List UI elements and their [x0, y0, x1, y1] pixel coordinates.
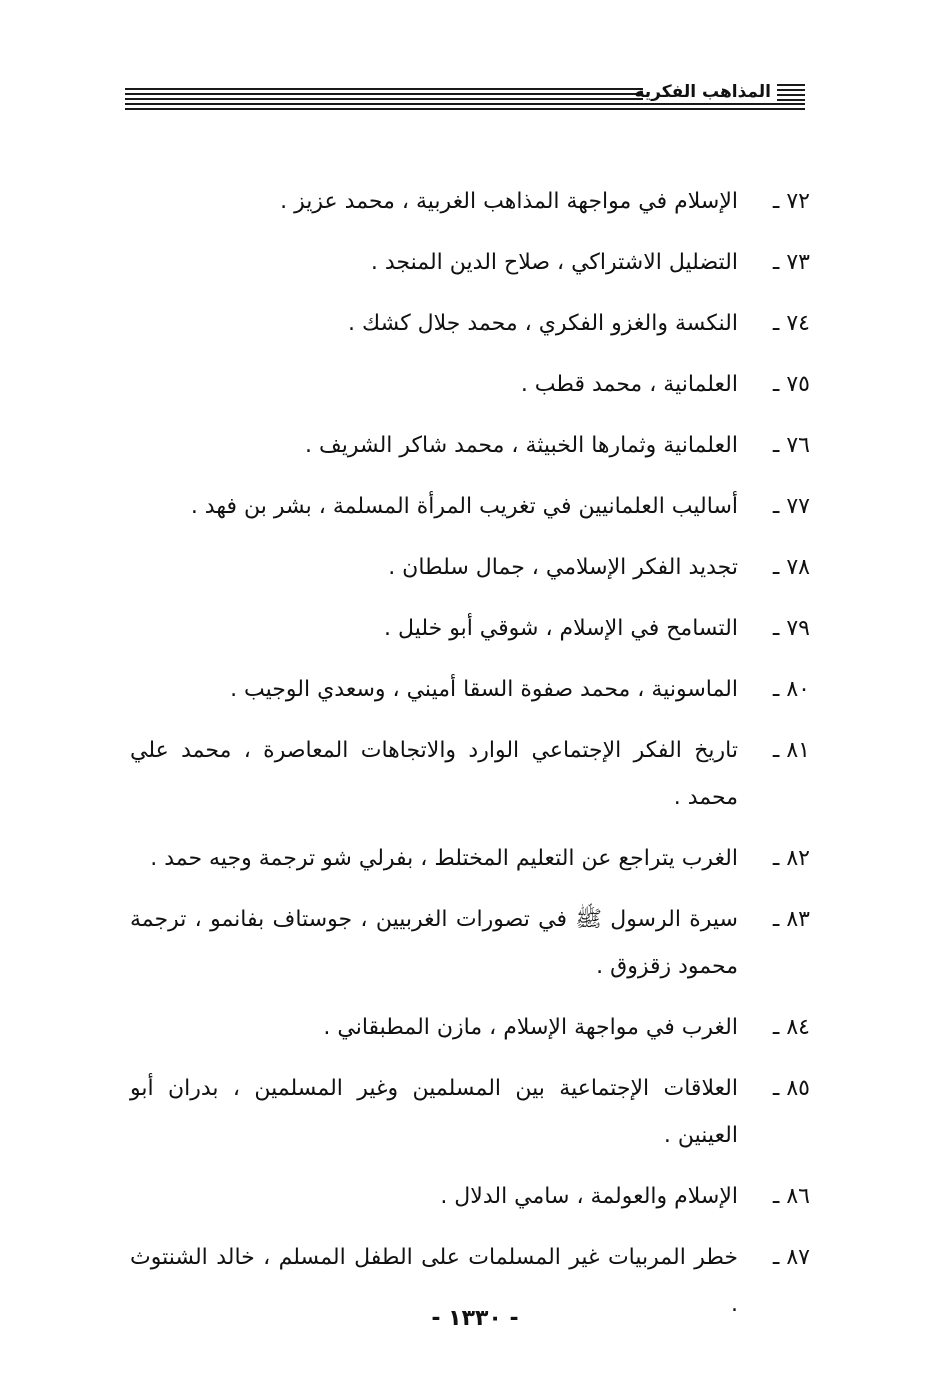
entry-number: ٨٧ ـ: [772, 1245, 810, 1270]
list-item: [130, 727, 810, 821]
entry-text: التسامح في الإسلام ، شوقي أبو خليل .: [384, 616, 738, 641]
entry-number: ٧٦ ـ: [772, 433, 810, 458]
bibliography-list: [130, 178, 810, 1342]
list-item: [130, 361, 810, 408]
entry-text: خطر المربيات غير المسلمات على الطفل المسلم ، خالد الشنتوث .: [130, 1245, 738, 1317]
entry-text: تجديد الفكر الإسلامي ، جمال سلطان .: [388, 555, 738, 580]
list-item: [130, 1173, 810, 1220]
entry-number: ٨٤ ـ: [772, 1015, 810, 1040]
entry-text: العلمانية ، محمد قطب .: [520, 372, 738, 397]
entry-text: الإسلام والعولمة ، سامي الدلال .: [440, 1184, 738, 1209]
list-item: [130, 1004, 810, 1051]
entry-text: النكسة والغزو الفكري ، محمد جلال كشك .: [348, 311, 738, 336]
entry-text: الإسلام في مواجهة المذاهب الغربية ، محمد عزيز .: [280, 189, 738, 214]
entry-text: سيرة الرسول ﷺ في تصورات الغربيين ، جوستاف بفانمو ، ترجمة محمود زقزوق .: [130, 907, 738, 979]
header-ornament: [777, 99, 805, 101]
header-ornament: [777, 89, 805, 91]
list-item: [130, 239, 810, 286]
entry-number: ٨٢ ـ: [772, 846, 810, 871]
entry-number: ٧٤ ـ: [772, 311, 810, 336]
list-item: [130, 300, 810, 347]
entry-number: ٨٠ ـ: [772, 677, 810, 702]
header-rule: [125, 98, 643, 100]
list-item: [130, 178, 810, 225]
entry-number: ٧٣ ـ: [772, 250, 810, 275]
entry-number: ٨١ ـ: [772, 738, 810, 763]
list-item: [130, 483, 810, 530]
entry-text: التضليل الاشتراكي ، صلاح الدين المنجد .: [370, 250, 738, 275]
list-item: [130, 835, 810, 882]
entry-text: الماسونية ، محمد صفوة السقا أميني ، وسعدي الوجيب .: [230, 677, 738, 702]
header-rule: [125, 88, 643, 90]
list-item: [130, 422, 810, 469]
entry-number: ٨٥ ـ: [772, 1076, 810, 1101]
header-underline: [125, 108, 805, 110]
entry-text: العلمانية وثمارها الخبيثة ، محمد شاكر الشريف .: [304, 433, 738, 458]
list-item: [130, 605, 810, 652]
header-underline: [125, 103, 805, 105]
header-rule: [125, 93, 643, 95]
entry-number: ٧٩ ـ: [772, 616, 810, 641]
entry-text: تاريخ الفكر الإجتماعي الوارد والاتجاهات المعاصرة ، محمد علي محمد .: [130, 738, 738, 810]
entry-number: ٧٥ ـ: [772, 372, 810, 397]
entry-number: ٧٨ ـ: [772, 555, 810, 580]
header-title: المذاهب الفكرية: [634, 82, 771, 102]
entry-text: أساليب العلمانيين في تغريب المرأة المسلمة ، بشر بن فهد .: [190, 494, 738, 519]
entry-text: الغرب في مواجهة الإسلام ، مازن المطبقاني .: [323, 1015, 738, 1040]
entry-text: العلاقات الإجتماعية بين المسلمين وغير المسلمين ، بدران أبو العينين .: [130, 1076, 738, 1148]
page-number: - ١٣٣٠ -: [431, 1306, 519, 1331]
entry-number: ٧٧ ـ: [772, 494, 810, 519]
entry-number: ٨٦ ـ: [772, 1184, 810, 1209]
list-item: [130, 544, 810, 591]
entry-number: ٨٣ ـ: [772, 907, 810, 932]
header-ornament: [777, 84, 805, 86]
list-item: [130, 666, 810, 713]
entry-number: ٧٢ ـ: [772, 189, 810, 214]
list-item: [130, 896, 810, 990]
entry-text: الغرب يتراجع عن التعليم المختلط ، بفرلي شو ترجمة وجيه حمد .: [150, 846, 738, 871]
list-item: [130, 1065, 810, 1159]
header-ornament: [777, 94, 805, 96]
